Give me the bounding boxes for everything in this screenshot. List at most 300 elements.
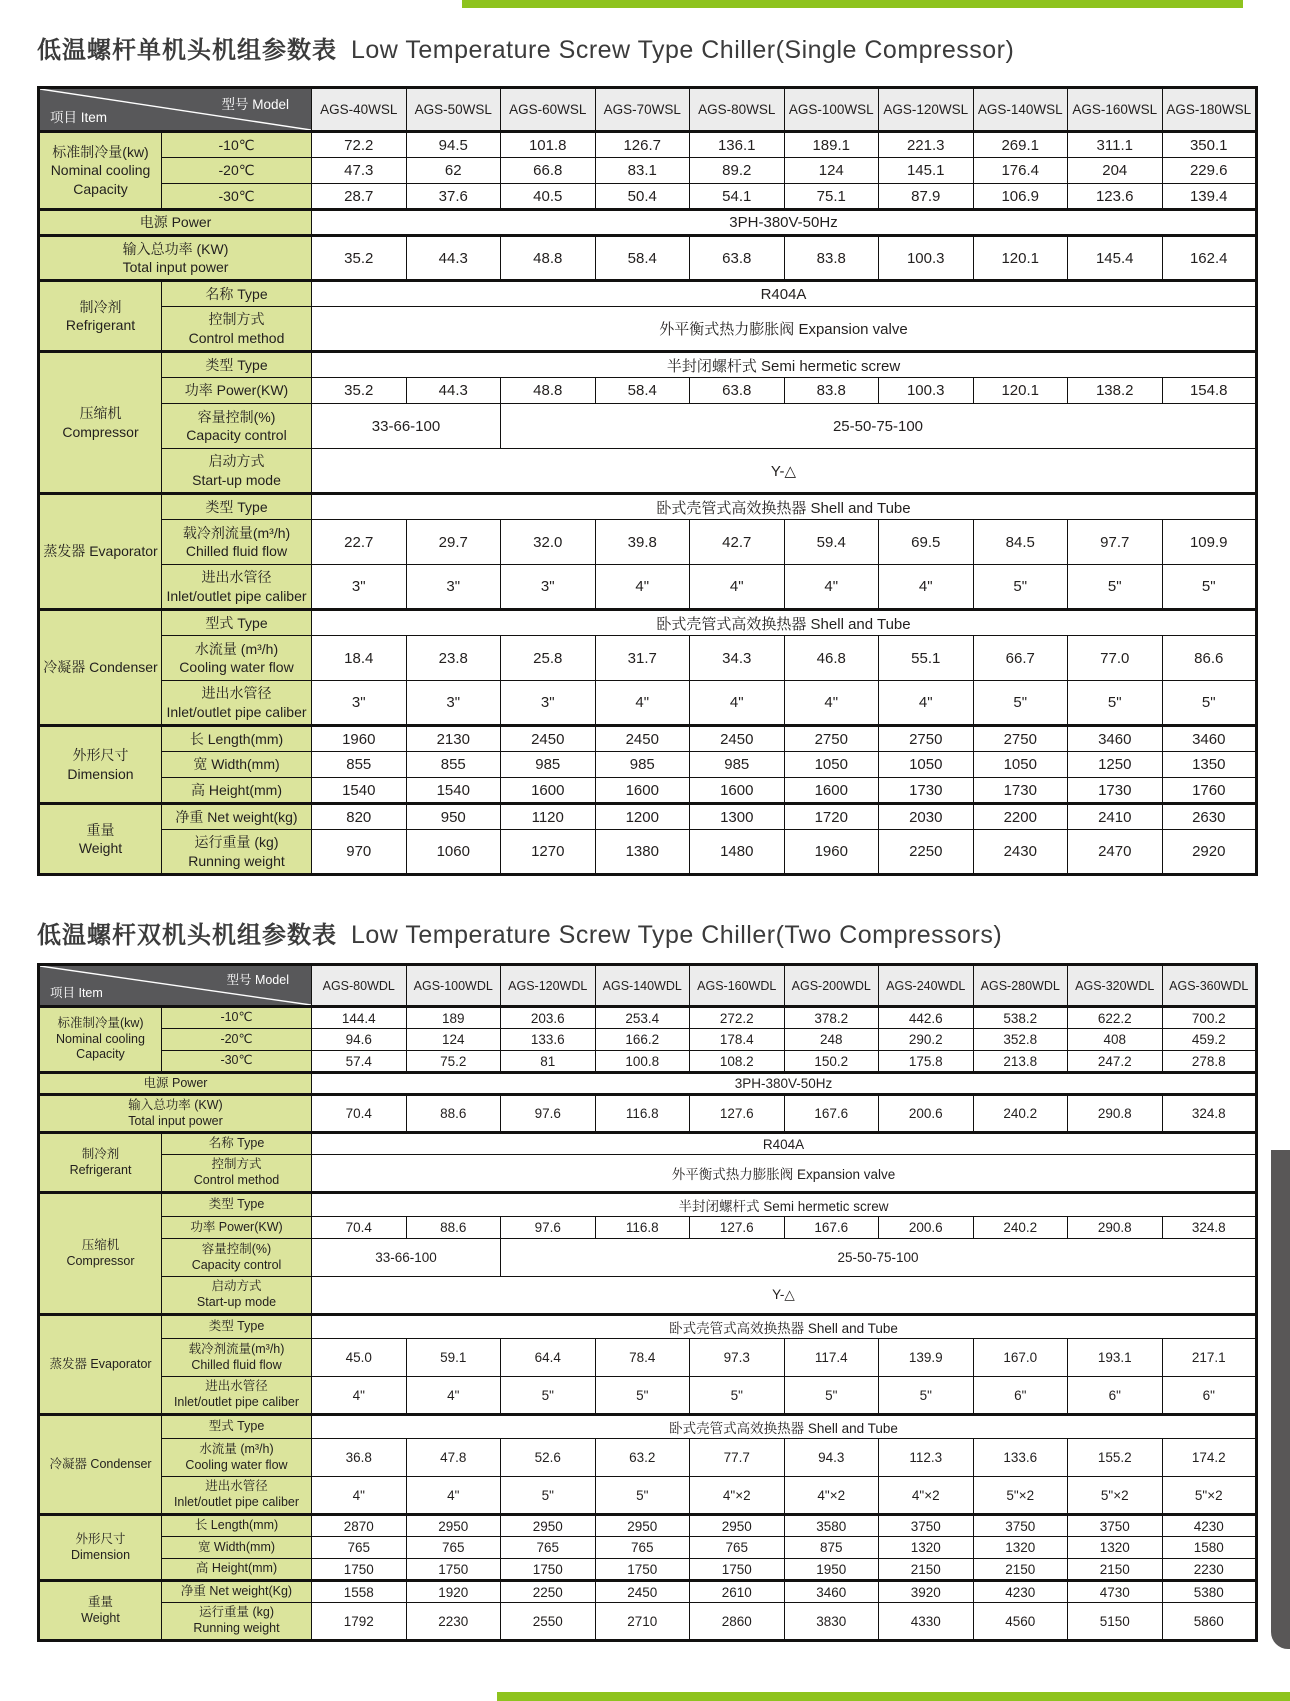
table-row xyxy=(39,1315,1257,1339)
value-cell: 5" xyxy=(595,1377,690,1415)
row-label-line: Chilled fluid flow xyxy=(191,1357,282,1372)
value-cell: 174.2 xyxy=(1162,1439,1257,1477)
row-label-line: 长 Length(mm) xyxy=(194,1518,279,1533)
value-cell: 167.6 xyxy=(784,1217,879,1239)
value-cell: 69.5 xyxy=(879,520,974,565)
row-label-line: 启动方式 xyxy=(208,453,265,470)
value-cell: 352.8 xyxy=(973,1029,1068,1051)
row-label-cell xyxy=(162,449,312,494)
row-label-cell xyxy=(162,378,312,404)
value-cell: 22.7 xyxy=(312,520,407,565)
row-label-line: -20℃ xyxy=(218,162,255,179)
row-label-cell xyxy=(162,132,312,158)
table-row xyxy=(39,1239,1257,1277)
merged-value-cell: 3PH-380V-50Hz xyxy=(312,1073,1257,1095)
model-header-cell: AGS-120WSL xyxy=(879,88,974,132)
value-cell: 59.4 xyxy=(784,520,879,565)
value-cell: 4230 xyxy=(1162,1515,1257,1537)
group-label-line: Nominal cooling xyxy=(56,1031,145,1046)
value-cell: 162.4 xyxy=(1162,236,1257,281)
table-row xyxy=(39,1415,1257,1439)
value-cell: 290.8 xyxy=(1068,1095,1163,1133)
merged-value-cell: 3PH-380V-50Hz xyxy=(312,210,1257,236)
value-cell: 139.4 xyxy=(1162,184,1257,210)
value-cell: 1540 xyxy=(312,778,407,804)
value-cell: 36.8 xyxy=(312,1439,407,1477)
row-label-cell xyxy=(162,1217,312,1239)
row-label-cell xyxy=(162,726,312,752)
row-label-line: 类型 Type xyxy=(205,498,268,515)
value-cell: 54.1 xyxy=(690,184,785,210)
value-cell: 247.2 xyxy=(1068,1051,1163,1073)
row-label-cell xyxy=(162,494,312,520)
value-cell: 4" xyxy=(406,1477,501,1515)
value-cell: 81 xyxy=(501,1051,596,1073)
value-cell: 64.4 xyxy=(501,1339,596,1377)
group-label-cell xyxy=(39,352,162,494)
value-cell: 28.7 xyxy=(312,184,407,210)
value-cell: 35.2 xyxy=(312,378,407,404)
row-label-cell xyxy=(162,636,312,681)
row-label-line: 名称 Type xyxy=(205,285,268,302)
row-label-line: 类型 Type xyxy=(205,356,268,373)
row-label-cell xyxy=(162,681,312,726)
value-cell: 120.1 xyxy=(973,236,1068,281)
table-row xyxy=(39,681,1257,726)
value-cell: 120.1 xyxy=(973,378,1068,404)
value-cell: 1320 xyxy=(879,1537,974,1559)
value-cell: 55.1 xyxy=(879,636,974,681)
value-cell: 3460 xyxy=(1068,726,1163,752)
value-cell: 4" xyxy=(595,681,690,726)
value-cell: 1540 xyxy=(406,778,501,804)
model-header-cell: AGS-40WSL xyxy=(312,88,407,132)
row-label-cell xyxy=(162,1515,312,1537)
value-cell: 2750 xyxy=(879,726,974,752)
table-row xyxy=(39,307,1257,352)
row-label-line: Total input power xyxy=(128,1113,223,1128)
value-cell: 83.8 xyxy=(784,378,879,404)
model-header-cell: AGS-60WSL xyxy=(501,88,596,132)
value-cell: 1060 xyxy=(406,830,501,875)
value-cell: 189.1 xyxy=(784,132,879,158)
value-cell: 75.2 xyxy=(406,1051,501,1073)
value-cell: 2950 xyxy=(406,1515,501,1537)
value-cell: 25.8 xyxy=(501,636,596,681)
value-cell: 622.2 xyxy=(1068,1007,1163,1029)
row-label-line: 容量控制(%) xyxy=(197,408,276,425)
value-cell: 1350 xyxy=(1162,752,1257,778)
table-row xyxy=(39,184,1257,210)
value-cell: 4560 xyxy=(973,1603,1068,1641)
table-row xyxy=(39,449,1257,494)
row-label-cell xyxy=(162,1007,312,1029)
value-cell: 2950 xyxy=(501,1515,596,1537)
row-label-line: -30℃ xyxy=(218,187,255,204)
top-accent-bar xyxy=(462,0,1243,8)
value-cell: 166.2 xyxy=(595,1029,690,1051)
value-cell: 2750 xyxy=(973,726,1068,752)
model-header-cell: AGS-70WSL xyxy=(595,88,690,132)
group-label-line: 蒸发器 Evaporator xyxy=(43,543,158,560)
row-label-cell xyxy=(162,1581,312,1603)
value-cell: 5" xyxy=(973,681,1068,726)
merged-value-cell: 卧式壳管式高效换热器 Shell and Tube xyxy=(312,610,1257,636)
value-cell: 324.8 xyxy=(1162,1217,1257,1239)
value-cell: 63.8 xyxy=(690,236,785,281)
value-cell: 4"×2 xyxy=(784,1477,879,1515)
spec-table-1 xyxy=(37,86,1258,876)
row-label-line: 水流量 (m³/h) xyxy=(199,1441,274,1456)
value-cell: 765 xyxy=(595,1537,690,1559)
row-label-line: 运行重量 (kg) xyxy=(198,1605,274,1620)
value-cell: 75.1 xyxy=(784,184,879,210)
value-cell: 42.7 xyxy=(690,520,785,565)
value-cell: 189 xyxy=(406,1007,501,1029)
table-row xyxy=(39,1339,1257,1377)
value-cell: 87.9 xyxy=(879,184,974,210)
row-label-cell xyxy=(162,565,312,610)
value-cell: 89.2 xyxy=(690,158,785,184)
value-cell: 35.2 xyxy=(312,236,407,281)
table-row xyxy=(39,1581,1257,1603)
row-label-cell xyxy=(162,281,312,307)
value-cell: 57.4 xyxy=(312,1051,407,1073)
value-cell: 139.9 xyxy=(879,1339,974,1377)
table-row xyxy=(39,1477,1257,1515)
merged-value-cell: 外平衡式热力膨胀阀 Expansion valve xyxy=(312,307,1257,352)
row-label-cell xyxy=(162,520,312,565)
value-cell: 272.2 xyxy=(690,1007,785,1029)
value-cell: 3" xyxy=(406,565,501,610)
value-cell: 34.3 xyxy=(690,636,785,681)
row-label-cell xyxy=(162,404,312,449)
value-cell: 4" xyxy=(312,1377,407,1415)
row-label-line: -10℃ xyxy=(220,1010,253,1025)
table-block-2 xyxy=(37,915,1258,1642)
row-label-line: 型式 Type xyxy=(205,614,268,631)
value-cell: 240.2 xyxy=(973,1217,1068,1239)
value-cell: 126.7 xyxy=(595,132,690,158)
row-label-line: Cooling water flow xyxy=(179,659,294,675)
value-cell: 6" xyxy=(973,1377,1068,1415)
value-cell: 4" xyxy=(312,1477,407,1515)
table-row xyxy=(39,520,1257,565)
row-label-cell xyxy=(162,1315,312,1339)
row-label-cell xyxy=(162,830,312,875)
value-cell: 124 xyxy=(784,158,879,184)
value-cell: 4" xyxy=(879,681,974,726)
row-label-cell xyxy=(162,158,312,184)
table-row xyxy=(39,610,1257,636)
value-cell: 5"×2 xyxy=(973,1477,1068,1515)
value-cell: 1600 xyxy=(690,778,785,804)
row-label-line: Inlet/outlet pipe caliber xyxy=(166,587,307,604)
value-cell: 84.5 xyxy=(973,520,1068,565)
row-label-line: Chilled fluid flow xyxy=(185,543,288,559)
group-label-line: Weight xyxy=(81,1610,120,1625)
table-row xyxy=(39,1155,1257,1193)
value-cell: 66.8 xyxy=(501,158,596,184)
value-cell: 1730 xyxy=(879,778,974,804)
value-cell: 127.6 xyxy=(690,1217,785,1239)
row-label-line: 载冷剂流量(m³/h) xyxy=(188,1341,285,1356)
row-label-line: Control method xyxy=(193,1173,280,1187)
row-label-line: Total input power xyxy=(122,259,229,275)
value-cell: 2200 xyxy=(973,804,1068,830)
model-header-row xyxy=(39,88,1257,132)
value-cell: 278.8 xyxy=(1162,1051,1257,1073)
row-label-cell xyxy=(39,1073,312,1095)
table-row xyxy=(39,1007,1257,1029)
value-cell: 2860 xyxy=(690,1603,785,1641)
group-label-line: 冷凝器 Condenser xyxy=(43,659,158,676)
row-label-line: -30℃ xyxy=(220,1053,253,1068)
value-cell: 2130 xyxy=(406,726,501,752)
table-row xyxy=(39,378,1257,404)
value-cell: 3" xyxy=(501,565,596,610)
value-cell: 2250 xyxy=(879,830,974,875)
row-label-cell xyxy=(162,1339,312,1377)
value-cell: 2410 xyxy=(1068,804,1163,830)
group-label-cell xyxy=(39,494,162,610)
row-label-line: 宽 Width(mm) xyxy=(197,1539,276,1554)
value-cell: 154.8 xyxy=(1162,378,1257,404)
row-label-cell xyxy=(162,1439,312,1477)
table-row xyxy=(39,158,1257,184)
value-cell: 5" xyxy=(501,1377,596,1415)
value-cell: 765 xyxy=(690,1537,785,1559)
value-cell: 408 xyxy=(1068,1029,1163,1051)
value-cell: 3" xyxy=(406,681,501,726)
value-cell: 5"×2 xyxy=(1068,1477,1163,1515)
value-cell: 86.6 xyxy=(1162,636,1257,681)
corner-cell xyxy=(39,965,312,1007)
group-label-line: Compressor xyxy=(66,1253,135,1268)
row-label-line: -20℃ xyxy=(220,1031,253,1046)
value-cell: 94.6 xyxy=(312,1029,407,1051)
value-cell: 100.8 xyxy=(595,1051,690,1073)
value-cell: 48.8 xyxy=(501,378,596,404)
group-label-cell xyxy=(39,1581,162,1641)
value-cell: 1730 xyxy=(973,778,1068,804)
value-cell: 23.8 xyxy=(406,636,501,681)
row-label-line: 功率 Power(KW) xyxy=(190,1219,283,1234)
row-label-cell xyxy=(162,778,312,804)
corner-model-label: 型号 Model xyxy=(221,97,289,112)
group-label-cell xyxy=(39,1133,162,1193)
row-label-line: -10℃ xyxy=(218,136,255,153)
row-label-cell xyxy=(162,184,312,210)
merged-value-cell: 外平衡式热力膨胀阀 Expansion valve xyxy=(312,1155,1257,1193)
value-cell: 269.1 xyxy=(973,132,1068,158)
value-cell: 203.6 xyxy=(501,1007,596,1029)
value-cell: 855 xyxy=(406,752,501,778)
value-cell: 112.3 xyxy=(879,1439,974,1477)
value-cell: 1250 xyxy=(1068,752,1163,778)
value-cell: 1960 xyxy=(784,830,879,875)
split-left-cell: 33-66-100 xyxy=(312,1239,501,1277)
model-header-cell: AGS-240WDL xyxy=(879,965,974,1007)
value-cell: 193.1 xyxy=(1068,1339,1163,1377)
group-label-cell xyxy=(39,1415,162,1515)
value-cell: 145.4 xyxy=(1068,236,1163,281)
bottom-accent-bar xyxy=(497,1692,1290,1701)
group-label-line: 压缩机 xyxy=(81,1237,120,1252)
value-cell: 6" xyxy=(1162,1377,1257,1415)
value-cell: 4" xyxy=(784,681,879,726)
row-label-line: 净重 Net weight(kg) xyxy=(175,808,298,825)
value-cell: 5"×2 xyxy=(1162,1477,1257,1515)
table-block-1 xyxy=(37,30,1258,876)
row-label-line: 类型 Type xyxy=(208,1197,265,1212)
table-row xyxy=(39,1217,1257,1239)
value-cell: 37.6 xyxy=(406,184,501,210)
value-cell: 178.4 xyxy=(690,1029,785,1051)
merged-value-cell: R404A xyxy=(312,1133,1257,1155)
value-cell: 3920 xyxy=(879,1581,974,1603)
value-cell: 985 xyxy=(595,752,690,778)
row-label-line: 电源 Power xyxy=(139,214,212,231)
value-cell: 4"×2 xyxy=(879,1477,974,1515)
row-label-line: Capacity control xyxy=(191,1257,282,1272)
value-cell: 240.2 xyxy=(973,1095,1068,1133)
row-label-line: Start-up mode xyxy=(192,471,281,488)
row-label-cell xyxy=(162,752,312,778)
value-cell: 985 xyxy=(690,752,785,778)
value-cell: 950 xyxy=(406,804,501,830)
value-cell: 442.6 xyxy=(879,1007,974,1029)
group-label-line: Refrigerant xyxy=(65,317,136,333)
row-label-cell xyxy=(162,352,312,378)
corner-cell xyxy=(39,88,312,132)
table-title-1 xyxy=(37,30,1258,65)
value-cell: 2230 xyxy=(1162,1559,1257,1581)
corner-model-label: 型号 Model xyxy=(226,973,289,987)
group-label-cell xyxy=(39,1315,162,1415)
row-label-line: 水流量 (m³/h) xyxy=(194,640,279,657)
value-cell: 253.4 xyxy=(595,1007,690,1029)
model-header-cell: AGS-360WDL xyxy=(1162,965,1257,1007)
group-label-cell xyxy=(39,132,162,210)
value-cell: 31.7 xyxy=(595,636,690,681)
value-cell: 4"×2 xyxy=(690,1477,785,1515)
group-label-line: 制冷剂 xyxy=(81,1146,120,1161)
value-cell: 97.7 xyxy=(1068,520,1163,565)
value-cell: 40.5 xyxy=(501,184,596,210)
value-cell: 97.3 xyxy=(690,1339,785,1377)
value-cell: 127.6 xyxy=(690,1095,785,1133)
value-cell: 5" xyxy=(690,1377,785,1415)
row-label-line: 控制方式 xyxy=(211,1157,262,1172)
value-cell: 58.4 xyxy=(595,236,690,281)
value-cell: 58.4 xyxy=(595,378,690,404)
value-cell: 2920 xyxy=(1162,830,1257,875)
group-label-cell xyxy=(39,1193,162,1315)
merged-value-cell: Y-△ xyxy=(312,449,1257,494)
group-label-line: 压缩机 xyxy=(79,405,122,422)
row-label-cell xyxy=(162,1537,312,1559)
row-label-cell xyxy=(162,1415,312,1439)
value-cell: 39.8 xyxy=(595,520,690,565)
table-row xyxy=(39,1193,1257,1217)
value-cell: 2150 xyxy=(879,1559,974,1581)
row-label-line: Cooling water flow xyxy=(185,1457,288,1472)
value-cell: 138.2 xyxy=(1068,378,1163,404)
value-cell: 311.1 xyxy=(1068,132,1163,158)
value-cell: 2750 xyxy=(784,726,879,752)
value-cell: 290.2 xyxy=(879,1029,974,1051)
value-cell: 77.7 xyxy=(690,1439,785,1477)
group-label-line: Refrigerant xyxy=(69,1162,132,1177)
value-cell: 2950 xyxy=(595,1515,690,1537)
value-cell: 45.0 xyxy=(312,1339,407,1377)
merged-value-cell: 卧式壳管式高效换热器 Shell and Tube xyxy=(312,1315,1257,1339)
value-cell: 50.4 xyxy=(595,184,690,210)
group-label-cell xyxy=(39,281,162,352)
model-header-cell: AGS-320WDL xyxy=(1068,965,1163,1007)
value-cell: 48.8 xyxy=(501,236,596,281)
table-row xyxy=(39,281,1257,307)
table-row xyxy=(39,1603,1257,1641)
row-label-cell xyxy=(162,1133,312,1155)
table-row xyxy=(39,1095,1257,1133)
value-cell: 1120 xyxy=(501,804,596,830)
group-label-line: 标准制冷量(kw) xyxy=(57,1016,144,1031)
value-cell: 94.3 xyxy=(784,1439,879,1477)
value-cell: 1600 xyxy=(501,778,596,804)
value-cell: 324.8 xyxy=(1162,1095,1257,1133)
value-cell: 459.2 xyxy=(1162,1029,1257,1051)
value-cell: 1730 xyxy=(1068,778,1163,804)
row-label-line: 输入总功率 (KW) xyxy=(128,1097,223,1112)
value-cell: 150.2 xyxy=(784,1051,879,1073)
value-cell: 3" xyxy=(501,681,596,726)
value-cell: 3460 xyxy=(784,1581,879,1603)
value-cell: 5" xyxy=(595,1477,690,1515)
row-label-line: 控制方式 xyxy=(208,311,265,328)
value-cell: 5" xyxy=(879,1377,974,1415)
group-label-line: Capacity xyxy=(73,180,128,197)
value-cell: 70.4 xyxy=(312,1217,407,1239)
group-label-line: 外形尺寸 xyxy=(75,1531,126,1546)
group-label-cell xyxy=(39,804,162,875)
group-label-cell xyxy=(39,1007,162,1073)
value-cell: 700.2 xyxy=(1162,1007,1257,1029)
value-cell: 200.6 xyxy=(879,1095,974,1133)
value-cell: 5" xyxy=(784,1377,879,1415)
row-label-line: 高 Height(mm) xyxy=(195,1561,278,1576)
group-label-line: Capacity xyxy=(76,1047,125,1062)
value-cell: 855 xyxy=(312,752,407,778)
table-row xyxy=(39,1515,1257,1537)
row-label-line: 运行重量 (kg) xyxy=(194,834,279,851)
value-cell: 3830 xyxy=(784,1603,879,1641)
value-cell: 204 xyxy=(1068,158,1163,184)
row-label-line: Inlet/outlet pipe caliber xyxy=(173,1395,300,1409)
value-cell: 1580 xyxy=(1162,1537,1257,1559)
value-cell: 108.2 xyxy=(690,1051,785,1073)
model-header-cell: AGS-120WDL xyxy=(501,965,596,1007)
table-title-en: Low Temperature Screw Type Chiller(Single Compressor) xyxy=(351,36,1015,64)
group-label-line: Compressor xyxy=(62,423,139,440)
value-cell: 875 xyxy=(784,1537,879,1559)
value-cell: 200.6 xyxy=(879,1217,974,1239)
value-cell: 1480 xyxy=(690,830,785,875)
group-label-line: 重量 xyxy=(86,821,115,838)
table-row xyxy=(39,830,1257,875)
row-label-line: 进出水管径 xyxy=(201,685,272,702)
